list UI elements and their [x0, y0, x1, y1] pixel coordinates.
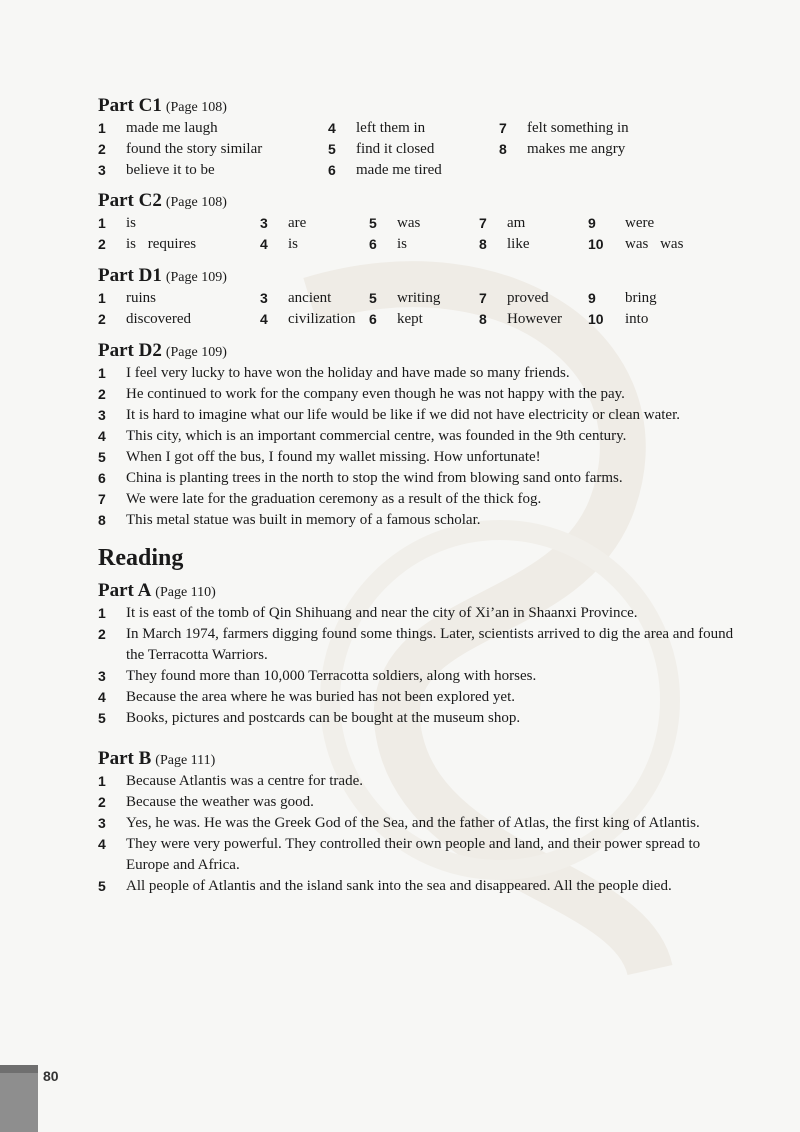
list-item [98, 489, 738, 510]
item-number: 4 [260, 236, 268, 252]
list-item [98, 384, 738, 405]
answer-item [98, 213, 260, 234]
answer-text: made me laugh [126, 120, 218, 136]
part-a-title: Part A [98, 580, 152, 601]
item-number: 2 [98, 386, 106, 402]
item-number: 1 [98, 365, 106, 381]
item-number: 10 [588, 236, 604, 252]
part-a-answers [98, 603, 738, 729]
answer-text: Because the weather was good. [126, 794, 314, 810]
answer-text: I feel very lucky to have won the holiday and have made so many friends. [126, 365, 570, 381]
answer-text: Books, pictures and postcards can be bought at the museum shop. [126, 710, 521, 726]
item-number: 4 [328, 120, 336, 136]
item-number: 1 [98, 120, 106, 136]
item-number: 6 [369, 236, 377, 252]
list-item [98, 603, 738, 624]
answer-text: are [288, 215, 307, 231]
list-item [98, 813, 738, 834]
page-edge-tab [0, 1065, 38, 1132]
list-item [98, 834, 738, 876]
answer-item [588, 213, 738, 234]
item-number: 7 [479, 215, 487, 231]
item-number: 6 [369, 311, 377, 327]
part-b-answers [98, 771, 738, 897]
answer-text: ruins [126, 290, 156, 306]
answer-item [369, 309, 479, 330]
item-number: 4 [98, 428, 106, 444]
answer-text: bring [625, 290, 657, 306]
answer-item [369, 234, 479, 255]
item-number: 9 [588, 215, 596, 231]
part-c2-title: Part C2 [98, 190, 162, 211]
answer-item [588, 234, 738, 255]
item-number: 2 [98, 236, 106, 252]
item-number: 1 [98, 773, 106, 789]
item-number: 5 [369, 290, 377, 306]
item-number: 5 [328, 141, 336, 157]
answer-text: find it closed [356, 141, 435, 157]
item-number: 2 [98, 794, 106, 810]
list-item [98, 876, 738, 897]
answer-item [260, 309, 369, 330]
answer-text: China is planting trees in the north to stop the wind from blowing sand onto farms. [126, 470, 623, 486]
item-number: 1 [98, 290, 106, 306]
answer-item [260, 234, 369, 255]
item-number: 7 [499, 120, 507, 136]
answer-item [328, 118, 499, 139]
item-number: 7 [98, 491, 106, 507]
answer-text: am [507, 215, 526, 231]
part-c2-heading [98, 189, 738, 213]
item-number: 8 [479, 311, 487, 327]
part-a-page-ref: (Page 110) [155, 585, 216, 600]
answer-item [328, 139, 499, 160]
list-item [98, 666, 738, 687]
item-number: 3 [98, 162, 106, 178]
answer-text: writing [397, 290, 441, 306]
answer-text: This city, which is an important commercial centre, was founded in the 9th century. [126, 428, 627, 444]
item-number: 4 [98, 689, 106, 705]
item-number: 6 [328, 162, 336, 178]
answer-text: like [507, 236, 530, 252]
part-d1-page-ref: (Page 109) [165, 270, 227, 285]
answer-item [479, 234, 588, 255]
part-d2-title: Part D2 [98, 340, 162, 361]
list-item [98, 447, 738, 468]
answer-text: makes me angry [527, 141, 626, 157]
item-number: 8 [479, 236, 487, 252]
answer-text: believe it to be [126, 162, 215, 178]
answer-item [98, 139, 328, 160]
part-d1-answers [98, 288, 738, 330]
list-item [98, 405, 738, 426]
item-number: 3 [98, 407, 106, 423]
answer-text: were [625, 215, 655, 231]
part-b-heading [98, 747, 738, 771]
part-d1-title: Part D1 [98, 265, 162, 286]
answer-text: is [288, 236, 299, 252]
list-item [98, 624, 738, 666]
answer-item [588, 288, 738, 309]
item-number: 2 [98, 626, 106, 642]
answer-text: Because the area where he was buried has not been explored yet. [126, 689, 515, 705]
answer-text: It is hard to imagine what our life would be like if we did not have electricity or clean water. [126, 407, 680, 423]
item-number: 3 [98, 815, 106, 831]
item-number: 5 [98, 449, 106, 465]
answer-item [98, 234, 260, 255]
part-c2-answers [98, 213, 738, 255]
answer-item [260, 213, 369, 234]
answer-item [479, 288, 588, 309]
answer-key-content [98, 94, 738, 897]
list-item [98, 510, 738, 531]
answer-item [588, 309, 738, 330]
answer-text: All people of Atlantis and the island sank into the sea and disappeared. All the people died. [126, 878, 672, 894]
part-a-heading [98, 579, 738, 603]
answer-item [98, 118, 328, 139]
answer-text: We were late for the graduation ceremony as a result of the thick fog. [126, 491, 542, 507]
list-item [98, 468, 738, 489]
answer-text: is [397, 236, 408, 252]
answer-text: ancient [288, 290, 332, 306]
part-c2-page-ref: (Page 108) [165, 195, 227, 210]
answer-item [98, 288, 260, 309]
item-number: 8 [98, 512, 106, 528]
item-number: 6 [98, 470, 106, 486]
part-d1-heading [98, 264, 738, 288]
answer-item [499, 139, 738, 160]
part-c1-page-ref: (Page 108) [165, 100, 227, 115]
answer-item [479, 213, 588, 234]
item-number: 5 [369, 215, 377, 231]
item-number: 10 [588, 311, 604, 327]
answer-text: is [126, 215, 137, 231]
item-number: 2 [98, 141, 106, 157]
item-number: 1 [98, 215, 106, 231]
answer-text: made me tired [356, 162, 442, 178]
item-number: 8 [499, 141, 507, 157]
answer-item [98, 160, 328, 181]
part-d2-heading [98, 339, 738, 363]
item-number: 4 [260, 311, 268, 327]
answer-text: found the story similar [126, 141, 263, 157]
list-item [98, 792, 738, 813]
answer-text: into [625, 311, 649, 327]
part-d2-answers [98, 363, 738, 531]
answer-text: They found more than 10,000 Terracotta soldiers, along with horses. [126, 668, 537, 684]
answer-text: was was [625, 236, 684, 252]
list-item [98, 708, 738, 729]
answer-text: was [397, 215, 421, 231]
answer-text: It is east of the tomb of Qin Shihuang and near the city of Xi’an in Shaanxi Province. [126, 605, 638, 621]
list-item [98, 687, 738, 708]
answer-text: Yes, he was. He was the Greek God of the Sea, and the father of Atlas, the first king of Atlantis. [126, 815, 700, 831]
answer-item [328, 160, 499, 181]
answer-text: This metal statue was built in memory of a famous scholar. [126, 512, 481, 528]
answer-text: felt something in [527, 120, 629, 136]
part-c1-title: Part C1 [98, 95, 162, 116]
item-number: 7 [479, 290, 487, 306]
answer-item [369, 288, 479, 309]
answer-item [260, 288, 369, 309]
answer-text: proved [507, 290, 549, 306]
part-d2-page-ref: (Page 109) [165, 345, 227, 360]
answer-item [499, 118, 738, 139]
answer-item [479, 309, 588, 330]
item-number: 3 [98, 668, 106, 684]
item-number: 3 [260, 215, 268, 231]
item-number: 5 [98, 878, 106, 894]
answer-item [369, 213, 479, 234]
reading-section-title: Reading [98, 545, 184, 571]
answer-text: When I got off the bus, I found my wallet missing. How unfortunate! [126, 449, 541, 465]
answer-text: However [507, 311, 562, 327]
item-number: 3 [260, 290, 268, 306]
part-c1-answers [98, 118, 738, 181]
answer-text: In March 1974, farmers digging found some things. Later, scientists arrived to dig the area and found the Terracotta Warriors. [126, 626, 734, 663]
answer-text: kept [397, 311, 423, 327]
item-number: 2 [98, 311, 106, 327]
item-number: 4 [98, 836, 106, 852]
part-b-title: Part B [98, 748, 152, 769]
part-c1-heading [98, 94, 738, 118]
item-number: 1 [98, 605, 106, 621]
page-number: 80 [43, 1068, 59, 1084]
answer-text: He continued to work for the company even though he was not happy with the pay. [126, 386, 625, 402]
answer-text: is requires [126, 236, 197, 252]
answer-text: civilization [288, 311, 356, 327]
part-b-page-ref: (Page 111) [155, 753, 216, 768]
list-item [98, 363, 738, 384]
answer-text: They were very powerful. They controlled their own people and land, and their power spread to Europe and Africa. [126, 836, 701, 873]
list-item [98, 426, 738, 447]
answer-text: Because Atlantis was a centre for trade. [126, 773, 363, 789]
answer-item [98, 309, 260, 330]
item-number: 5 [98, 710, 106, 726]
page-edge-tab-accent [0, 1065, 38, 1073]
list-item [98, 771, 738, 792]
answer-text: discovered [126, 311, 191, 327]
item-number: 9 [588, 290, 596, 306]
answer-text: left them in [356, 120, 426, 136]
